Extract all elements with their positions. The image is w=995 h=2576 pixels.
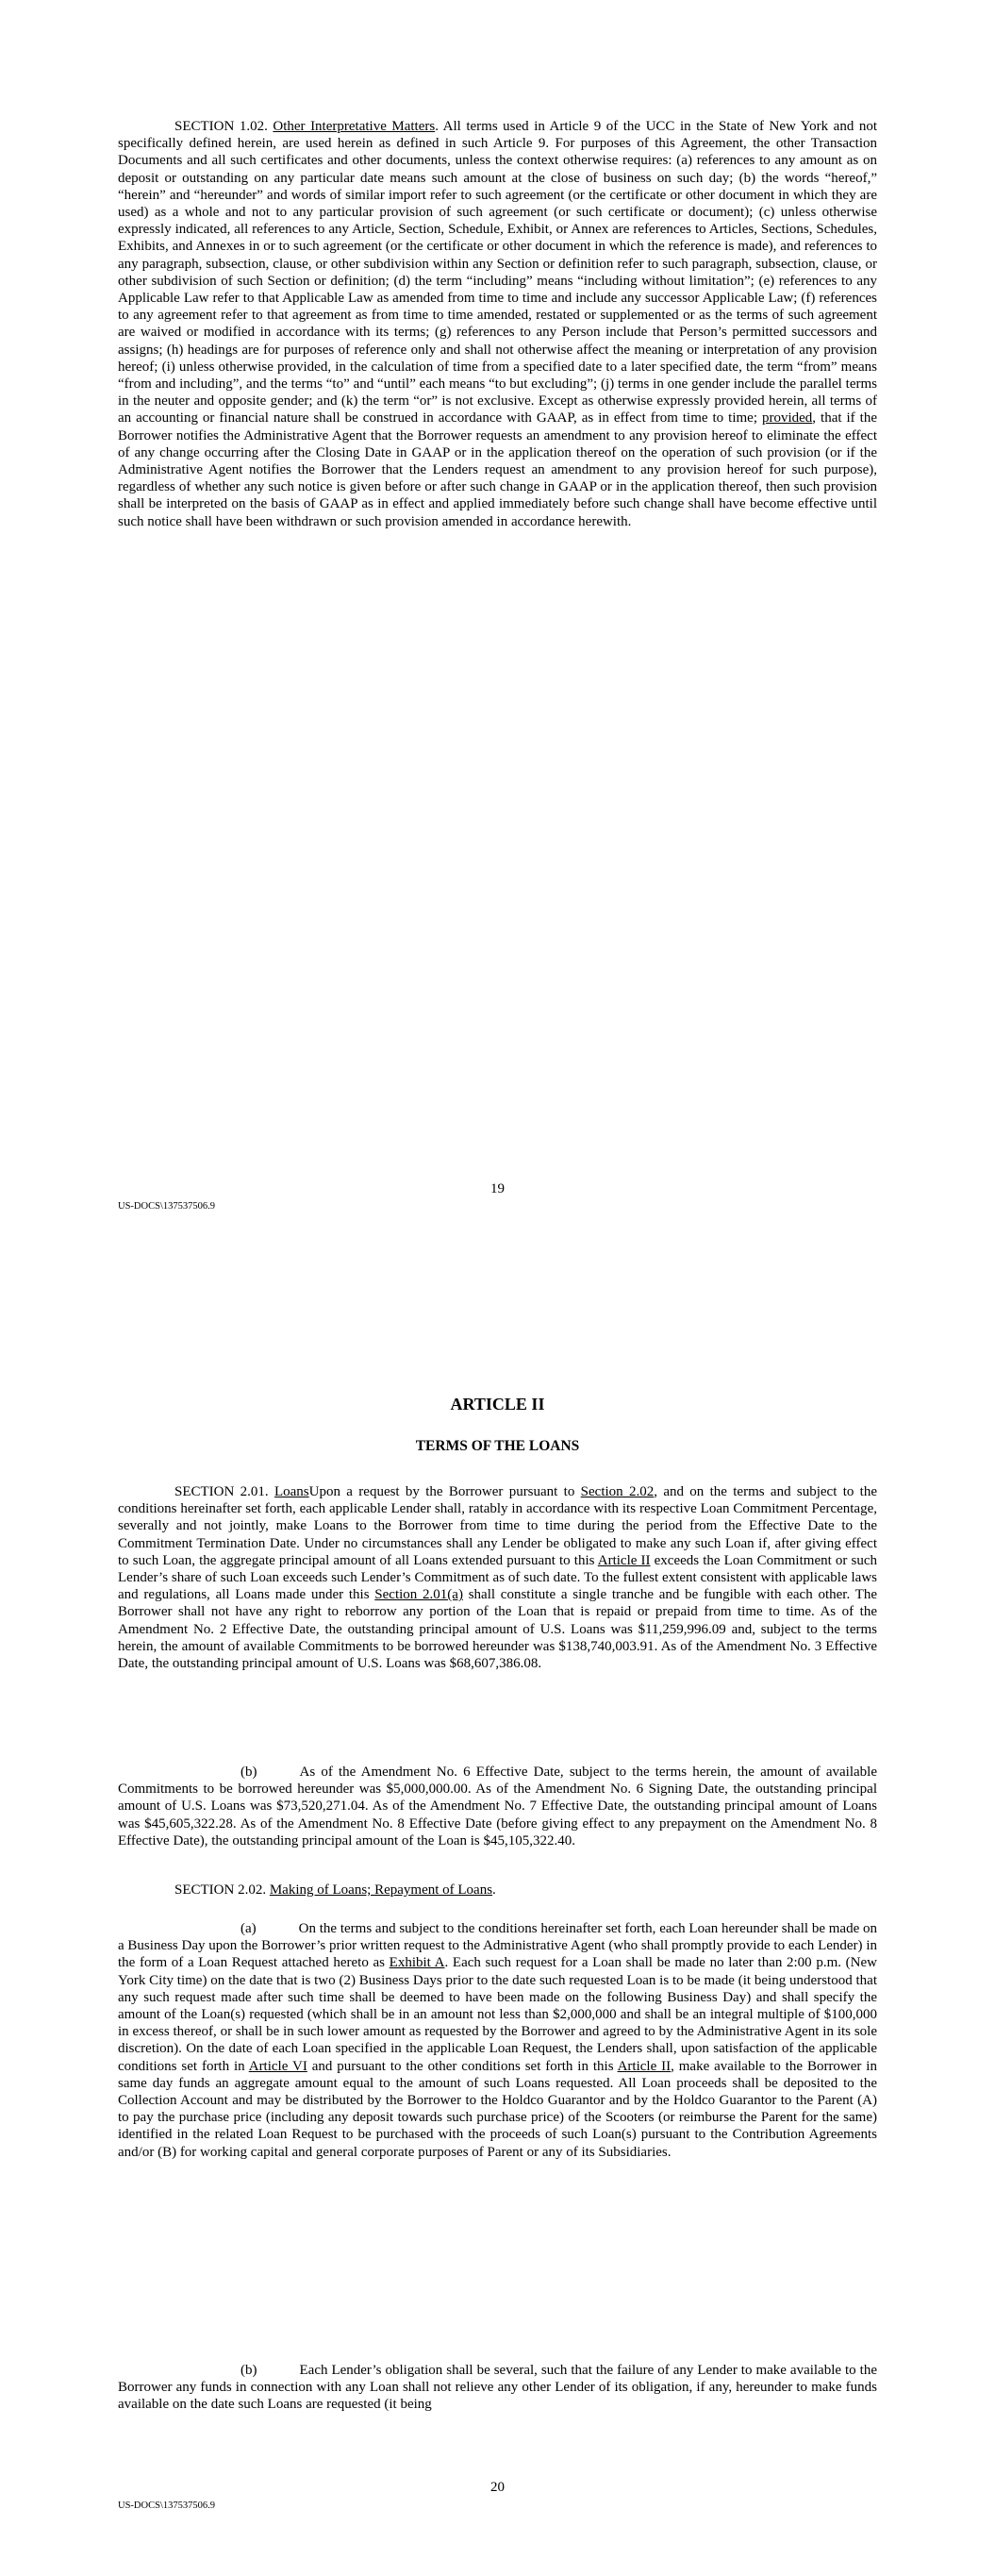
section-2-01-b-paragraph: (b) As of the Amendment No. 6 Effective Date, subject to the terms herein, the amount of available Commitments to be borrowed hereunder was $5,000,000.00. As of the Amendment No. 6 Signing Date, the outstanding principal amount of U.S. Loans was $73,520,271.04. As of the Amendment No. 7 Effective Date, the outstanding principal amount of Loans was $45,605,322.28. As of the Amendment No. 8 Effective Date (before giving effect to any prepayment on the Amendment No. 8 Effective Date), the outstanding principal amount of the Loan is $45,105,322.40. [118,1765,877,1848]
article-heading: ARTICLE II [450,1395,545,1413]
section-2-01-paragraph: SECTION 2.01. LoansUpon a request by the Borrower pursuant to Section 2.02, and on the terms and subject to the conditions hereinafter set forth, each applicable Lender shall, ratably in accordance with its respective Loan Commitment Percentage, severally and not jointly, make Loans to the Borrower from time to time during the period from the Effective Date to the Commitment Termination Date. Under no circumstances shall any Lender be obligated to make any such Loan if, after giving effect to such Loan, the aggregate principal amount of all Loans extended pursuant to this Article II exceeds the Loan Commitment or such Lender’s share of such Loan exceeds such Lender’s Commitment as of such date. To the fullest extent consistent with applicable laws and regulations, all Loans made under this Section 2.01(a) shall constitute a single tranche and be fungible with each other. The Borrower shall not have any right to reborrow any portion of the Loan that is repaid or prepaid from time to time. As of the Amendment No. 2 Effective Date, the outstanding principal amount of U.S. Loans was $11,259,996.09 and, subject to the terms herein, the amount of available Commitments to be borrowed hereunder was $138,740,003.91. As of the Amendment No. 3 Effective Date, the outstanding principal amount of U.S. Loans was $68,607,386.08. [118,1484,878,1672]
document-page-20 [0,1264,995,2576]
cross-reference: Article VI [248,2058,307,2074]
section-2-02-heading: SECTION 2.02. Making of Loans; Repayment of Loans. [174,1882,496,1898]
section-2-02-b-paragraph: (b) Each Lender’s obligation shall be several, such that the failure of any Lender to make available to the Borrower any funds in connection with any Loan shall not relieve any other Lender of its obligation, if any, hereunder to make funds available on the date such Loans are requested (it being [118,2363,877,2413]
section-title: Making of Loans; Repayment of Loans [269,1882,493,1898]
section-body: . All terms used in Article 9 of the UCC in the State of New York and not specifically defined herein, are used herein as defined in such Article 9. For purposes of this Agreement, the other Transaction Documents and all such certificates and other documents, unless the context otherwise requires: (a) references to any amount as on deposit or outstanding on any particular date means such amount at the close of business on such day; (b) the words “hereof,” “herein” and “hereunder” and words of similar import refer to such agreement (or the certificate or other document in which they are used) as a whole and not to any particular provision of such agreement (or such certificate or document); (c) unless otherwise expressly indicated, all references to any Article, Section, Schedule, Exhibit, or Annex are references to Articles, Sections, Schedules, Exhibits, and Annexes in or to such agreement (or the certificate or other document in which the reference is made), and references to any paragraph, subsection, clause, or other subdivision within any Section or definition refer to such paragraph, subsection, clause, or other subdivision of such Section or definition; (d) the term “including” means “including without limitation”; (e) references to any Applicable Law refer to that Applicable Law as amended from time to time and include any successor Applicable Law; (f) references to any agreement refer to that agreement as from time to time amended, restated or supplemented or as the terms of such agreement are waived or modified in accordance with its terms; (g) references to any Person include that Person’s permitted successors and assigns; (h) headings are for purposes of reference only and shall not otherwise affect the meaning or interpretation of any provision hereof; (i) unless otherwise provided, in the calculation of time from a specified date to a later specified date, the term “from” means “from and including”, and the terms “to” and “until” each means “to but excluding”; (j) terms in one gender include the parallel terms in the neuter and opposite gender; and (k) the term “or” is not exclusive. Except as otherwise expressly provided herein, all terms of an accounting or financial nature shall be construed in accordance with GAAP, as in effect from time to time; [118,119,878,427]
cross-reference: Article II [617,2058,672,2074]
cross-reference: Section 2.02 [580,1484,655,1499]
section-number: SECTION 2.02. [174,1882,267,1898]
section-title: Other Interpretative Matters [273,119,436,134]
section-2-02-a-paragraph: (a) On the terms and subject to the conditions hereinafter set forth, each Loan hereunder shall be made on a Business Day upon the Borrower’s prior written request to the Administrative Agent (who shall promptly provide to each Lender) in the form of a Loan Request attached hereto as Exhibit A. Each such request for a Loan shall be made no later than 2:00 p.m. (New York City time) on the date that is two (2) Business Days prior to the date such requested Loan is to be made (it being understood that any such request made after such time shall be deemed to have been made on the following Business Day) and shall specify the amount of the Loan(s) requested (which shall be in an amount not less than $2,000,000 and shall be an integral multiple of $100,000 in excess thereof, or shall be in such lower amount as requested by the Borrower and agreed to by the Administrative Agent in its sole discretion). On the date of each Loan specified in the applicable Loan Request, the Lenders shall, upon satisfaction of the applicable conditions set forth in Article VI and pursuant to the other conditions set forth in this Article II, make available to the Borrower in same day funds an aggregate amount equal to the amount of such Loans requested. All Loan proceeds shall be deposited to the Collection Account and may be distributed by the Borrower to the Holdco Guarantor and by the Holdco Guarantor to the Parent (A) to pay the purchase price (including any deposit towards such purchase price) of the Scooters (or reimburse the Parent for the same) identified in the related Loan Request to be purchased with the proceeds of such Loan(s) pursuant to the Contribution Agreements and/or (B) for working capital and general corporate purposes of Parent or any of its Subsidiaries. [118,1921,877,2160]
clause-label: (a) [240,1921,257,1936]
cross-reference: Section 2.01(a) [374,1587,463,1603]
section-title: Loans [274,1484,309,1499]
section-number: SECTION 2.01. [174,1484,269,1499]
doc-id-footer: US-DOCS\137537506.9 [118,2501,215,2511]
cross-reference: Article II [597,1552,651,1568]
clause-label: (b) [240,1765,257,1780]
section-number: SECTION 1.02. [174,119,268,134]
article-title: TERMS OF THE LOANS [415,1438,580,1454]
doc-id-footer: US-DOCS\137537506.9 [118,1201,215,1212]
section-1-02-paragraph [118,118,877,530]
page-number: 19 [490,1181,505,1196]
cross-reference: Exhibit A [389,1955,445,1971]
section-body-continued: , that if the Borrower notifies the Administrative Agent that the Borrower requests an amendment to any provision hereof to eliminate the effect of any change occurring after the Closing Date in GAAP or in the application thereof on the operation of such provision (or if the Administrative Agent notifies the Borrower that the Lenders request an amendment to any provision hereof for such purpose), regardless of whether any such notice is given before or after such change in GAAP or in the application thereof, then such provision shall be interpreted on the basis of GAAP as in effect and applied immediately before such change shall have become effective until such notice shall have been withdrawn or such provision amended in accordance herewith. [118,410,877,529]
clause-label: (b) [240,2363,257,2378]
page-number: 20 [490,2480,505,2495]
provided-term: provided [761,410,813,427]
document-page-19 [0,0,995,1264]
